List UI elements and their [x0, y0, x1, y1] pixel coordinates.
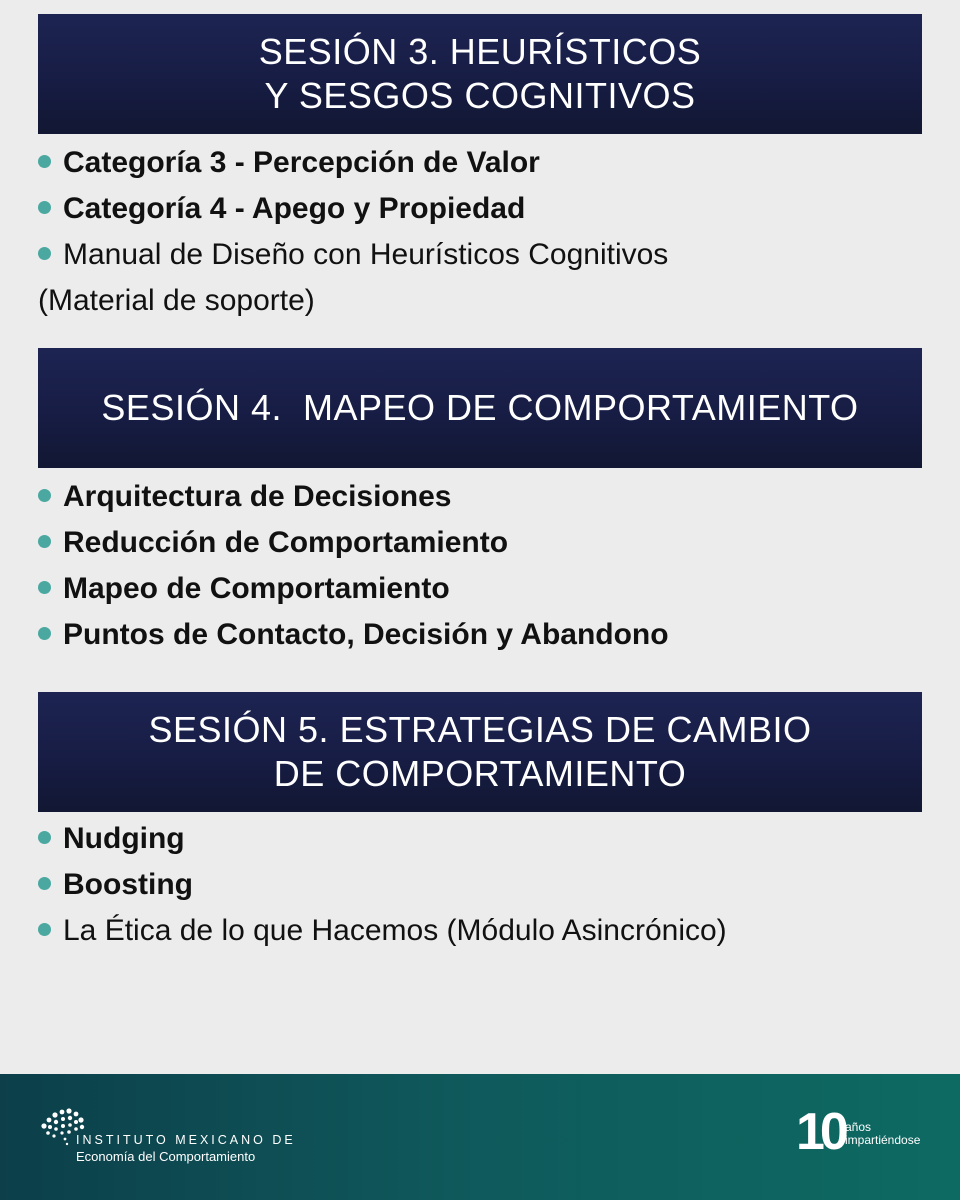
session-3-list [38, 140, 922, 324]
institute-name-line1: INSTITUTO MEXICANO DE [76, 1133, 296, 1147]
session-5-header [38, 692, 922, 812]
bullet-icon [38, 581, 51, 594]
list-item: Categoría 3 - Percepción de Valor [38, 140, 922, 186]
anniversary-number: 10 [796, 1103, 844, 1161]
institute-name-line2: Economía del Comportamiento [76, 1149, 256, 1164]
bullet-icon [38, 535, 51, 548]
bullet-icon [38, 877, 51, 890]
list-item: La Ética de lo que Hacemos (Módulo Asincrónico) [38, 908, 922, 954]
session-4-title: SESIÓN 4. MAPEO DE COMPORTAMIENTO [101, 387, 859, 428]
bullet-icon [38, 627, 51, 640]
footer-bar [0, 1074, 960, 1200]
list-item: Reducción de Comportamiento [38, 520, 922, 566]
session-5-title-line2: DE COMPORTAMIENTO [273, 753, 687, 794]
session-3-header [38, 14, 922, 134]
list-item: Manual de Diseño con Heurísticos Cognitivos (Material de soporte) [38, 238, 669, 317]
list-item: Arquitectura de Decisiones [38, 474, 922, 520]
session-3-title-line2: Y SESGOS COGNITIVOS [264, 75, 696, 116]
bullet-icon [38, 201, 51, 214]
session-4-header [38, 348, 922, 468]
session-5-title-line1: SESIÓN 5. ESTRATEGIAS DE CAMBIO [148, 709, 812, 750]
bullet-icon [38, 155, 51, 168]
anniversary-word-years: años [845, 1120, 872, 1134]
anniversary-word-teaching: impartiéndose [845, 1133, 921, 1147]
list-item-continuation: (Material de soporte) [38, 284, 315, 317]
session-4-list [38, 474, 922, 658]
bullet-icon [38, 923, 51, 936]
bullet-icon [38, 247, 51, 260]
list-item: Mapeo de Comportamiento [38, 566, 922, 612]
session-3-title-line1: SESIÓN 3. HEURÍSTICOS [258, 31, 702, 72]
list-item: Boosting [38, 862, 922, 908]
session-5-list [38, 816, 922, 954]
bullet-icon [38, 489, 51, 502]
list-item: Categoría 4 - Apego y Propiedad [38, 186, 922, 232]
list-item: Nudging [38, 816, 922, 862]
bullet-icon [38, 831, 51, 844]
list-item: Puntos de Contacto, Decisión y Abandono [38, 612, 922, 658]
